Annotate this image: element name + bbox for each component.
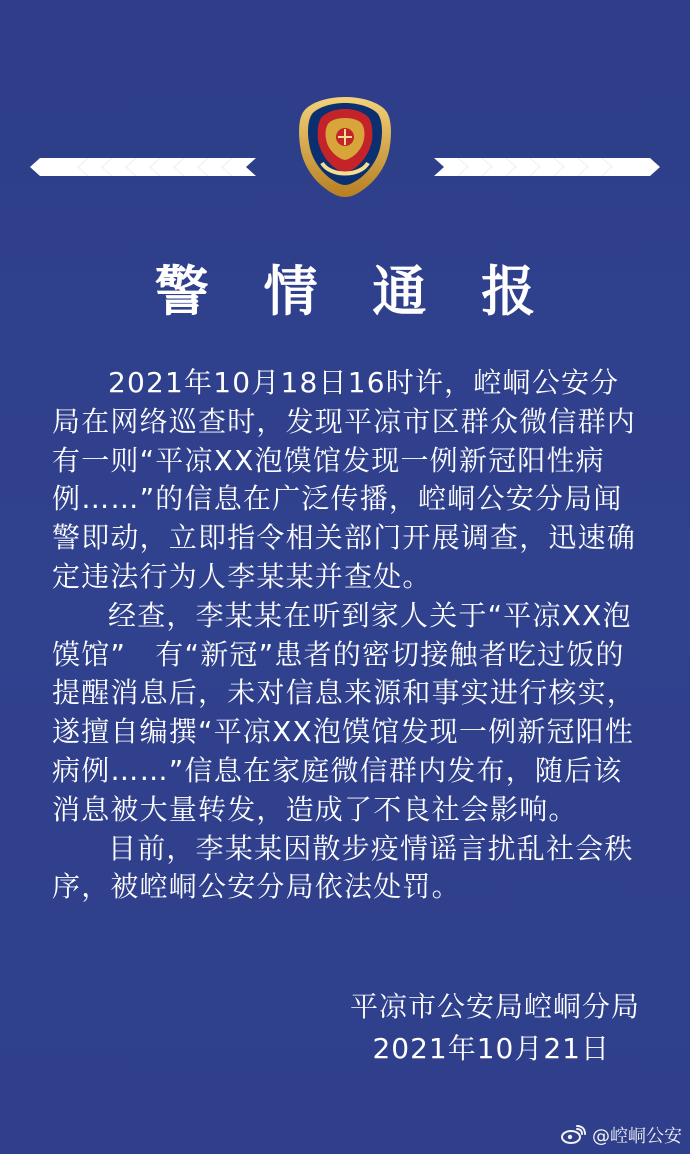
signature-org: 平凉市公安局崆峒分局 [349, 990, 640, 1023]
signature-date: 2021年10月21日 [372, 1032, 610, 1065]
paragraph-1: 2021年10月18日16时许，崆峒公安分局在网络巡查时，发现平凉市区群众微信群内有一则“平凉XX泡馍馆发现一例新冠阳性病例……”的信息在广泛传播，崆峒公安分局闻警即动，立即指令相关部门开展调查，迅速确定违法行为人李某某并查处。 [52, 366, 637, 593]
right-wing-icon [424, 150, 660, 184]
paragraph-2: 经查，李某某在听到家人关于“平凉XX泡馍馆” 有“新冠”患者的密切接触者吃过饭的提醒消息后，未对信息来源和事实进行核实，遂擅自编撰“平凉XX泡馍馆发现一例新冠阳性病例……”信息在家庭微信群内发布，随后该消息被大量转发，造成了不良社会影响。 [52, 598, 637, 826]
watermark [560, 1122, 682, 1148]
watermark-text: @崆峒公安 [592, 1126, 682, 1147]
signature-block [300, 986, 640, 1070]
paragraph-3: 目前，李某某因散步疫情谣言扰乱社会秩序，被崆峒公安分局依法处罚。 [52, 831, 634, 904]
left-wing-icon [30, 150, 266, 184]
page-title: 警 情 通 报 [154, 260, 554, 323]
notice-body [52, 364, 642, 907]
police-emblem-icon [292, 93, 398, 199]
weibo-icon [560, 1124, 586, 1146]
